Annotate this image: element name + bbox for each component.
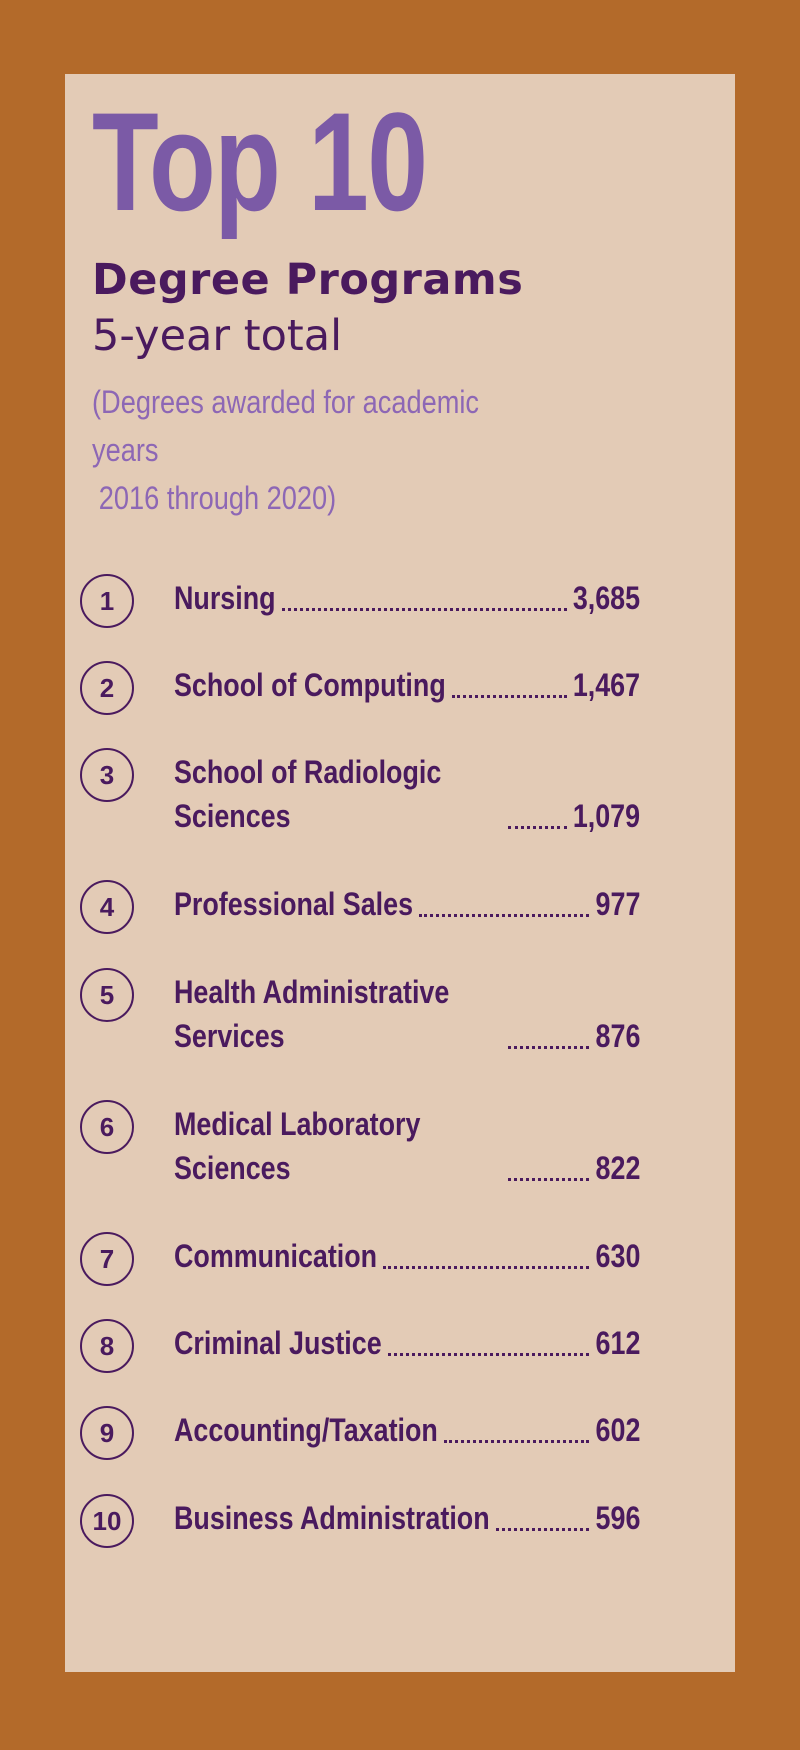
degree-count: 3,685	[572, 580, 640, 616]
rank-badge: 8	[80, 1319, 134, 1373]
program-name-line-2: Sciences	[174, 798, 291, 834]
program-name-line-1: Health Administrative	[174, 974, 450, 1010]
rank-badge: 1	[80, 574, 134, 628]
period-note-line-2: 2016 through 2020)	[98, 480, 337, 516]
rank-badge: 5	[80, 968, 134, 1022]
program-name-line-1: Criminal Justice	[174, 1325, 382, 1361]
period-label: 5-year total	[92, 311, 343, 361]
degree-count: 822	[595, 1150, 640, 1186]
program-name	[174, 1408, 502, 1452]
program-name	[174, 663, 502, 707]
dot-leader	[508, 1178, 590, 1181]
page-subtitle: Degree Programs	[92, 255, 524, 305]
rank-badge: 4	[80, 880, 134, 934]
program-name	[174, 1102, 502, 1190]
rank-badge: 7	[80, 1232, 134, 1286]
dot-leader	[508, 826, 567, 829]
program-name	[174, 970, 502, 1058]
program-name	[174, 576, 502, 620]
program-name	[174, 1234, 502, 1278]
dot-leader	[419, 914, 589, 917]
dot-leader	[508, 1046, 590, 1049]
rank-badge: 3	[80, 748, 134, 802]
dot-leader	[282, 608, 567, 611]
program-name	[174, 750, 502, 838]
program-name-line-1: School of Radiologic	[174, 754, 442, 790]
program-name-line-1: Nursing	[174, 580, 276, 616]
rank-badge: 2	[80, 661, 134, 715]
program-name-line-2: Services	[174, 1018, 285, 1054]
program-name-line-2: Sciences	[174, 1150, 291, 1186]
program-name-line-1: Communication	[174, 1238, 378, 1274]
program-name-line-1: Medical Laboratory	[174, 1106, 421, 1142]
program-name-line-1: School of Computing	[174, 667, 446, 703]
dot-leader	[388, 1353, 590, 1356]
program-name	[174, 882, 502, 926]
degree-count: 1,079	[572, 798, 640, 834]
degree-count: 596	[595, 1500, 640, 1536]
degree-count: 977	[595, 886, 640, 922]
degree-count: 612	[595, 1325, 640, 1361]
program-name	[174, 1496, 502, 1540]
program-name	[174, 1321, 502, 1365]
period-note	[92, 378, 534, 522]
period-note-line-1: (Degrees awarded for academic years	[92, 384, 480, 468]
program-name-line-1: Business Administration	[174, 1500, 490, 1536]
degree-count: 602	[595, 1412, 640, 1448]
program-name-line-1: Professional Sales	[174, 886, 414, 922]
degree-count: 1,467	[572, 667, 640, 703]
rank-badge: 9	[80, 1406, 134, 1460]
rank-badge: 6	[80, 1100, 134, 1154]
dot-leader	[496, 1528, 590, 1531]
degree-count: 876	[595, 1018, 640, 1054]
rank-badge: 10	[80, 1494, 134, 1548]
dot-leader	[444, 1440, 589, 1443]
degree-count: 630	[595, 1238, 640, 1274]
program-name-line-1: Accounting/Taxation	[174, 1412, 438, 1448]
dot-leader	[452, 695, 567, 698]
page-title: Top 10	[92, 83, 427, 240]
dot-leader	[383, 1266, 589, 1269]
